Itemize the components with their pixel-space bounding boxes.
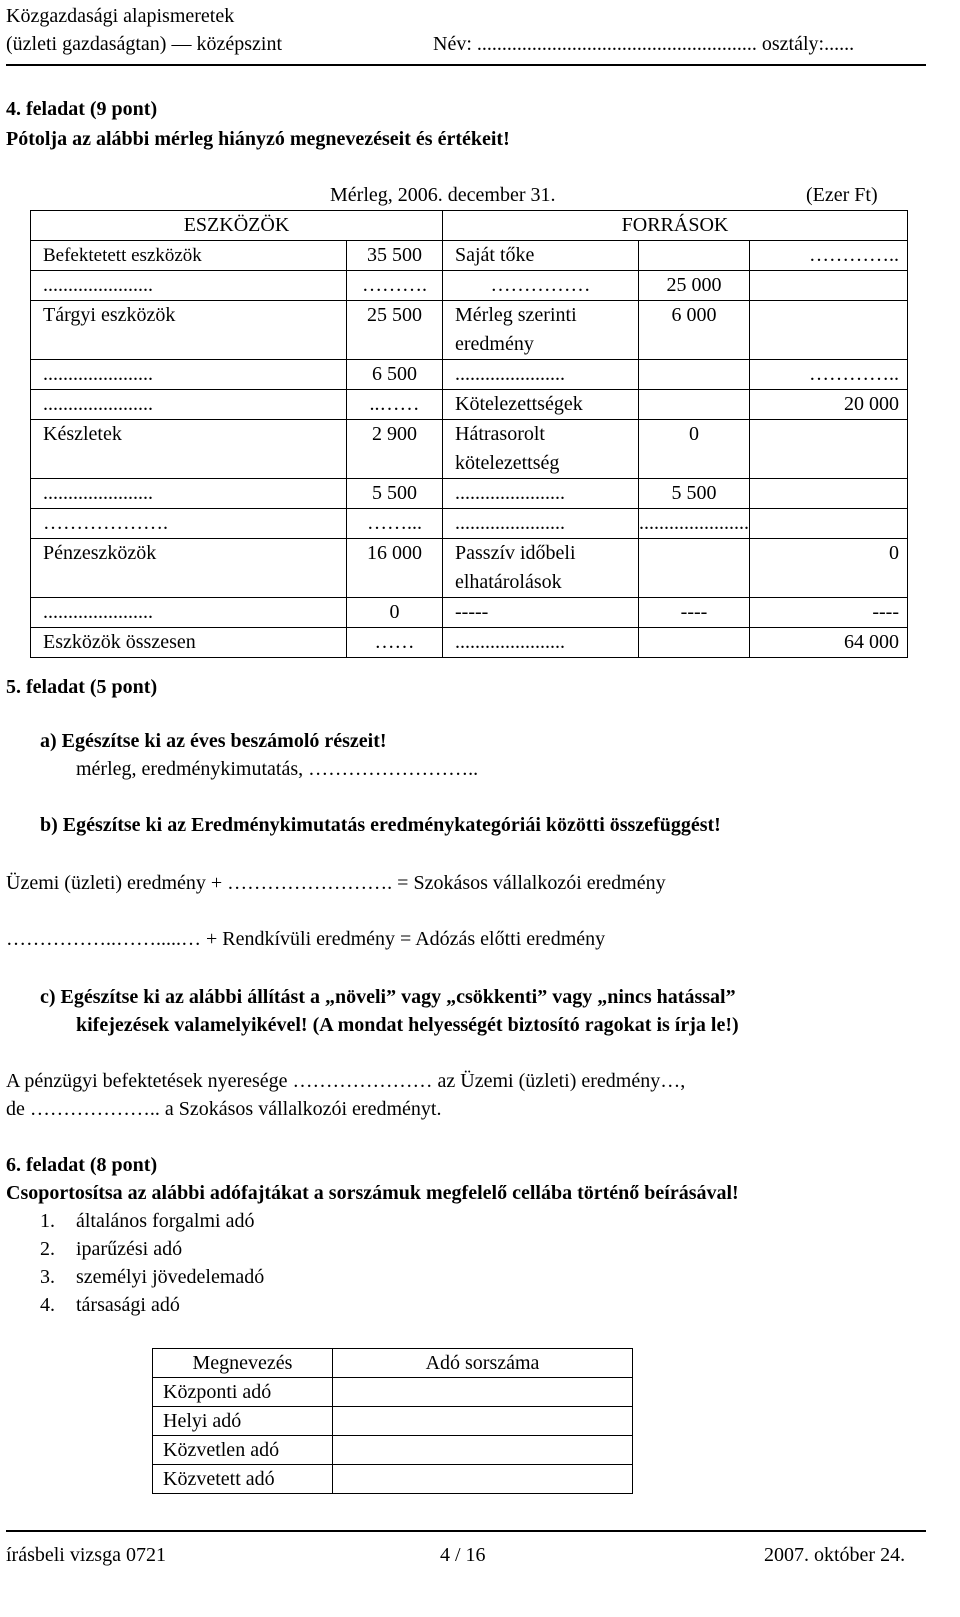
footer-rule xyxy=(6,1530,926,1532)
asset-name: ...................... xyxy=(31,390,347,420)
asset-name: Befektetett eszközök xyxy=(31,241,347,271)
balance-caption: Mérleg, 2006. december 31. xyxy=(330,184,556,206)
tax-item-text: társasági adó xyxy=(76,1294,180,1316)
sources-header: FORRÁSOK xyxy=(443,211,908,241)
footer-exam-code: írásbeli vizsga 0721 xyxy=(6,1544,166,1566)
header-title: Közgazdasági alapismeretek xyxy=(6,5,235,27)
source-total xyxy=(750,420,908,479)
source-value: 0 xyxy=(639,420,750,479)
task5c-label-2: kifejezések valamelyikével! (A mondat helyességét biztosító ragokat is írja le!) xyxy=(76,1014,739,1036)
source-value: ---- xyxy=(639,598,750,628)
task5-heading: 5. feladat (5 pont) xyxy=(6,676,158,698)
asset-name: ...................... xyxy=(31,271,347,301)
asset-value: ……... xyxy=(347,509,443,539)
task5b-line2: ……………..…….....… + Rendkívüli eredmény = Adózás előtti eredmény xyxy=(6,928,606,950)
tax-table-header-number: Adó sorszáma xyxy=(333,1349,633,1378)
source-value xyxy=(639,390,750,420)
asset-name: Tárgyi eszközök xyxy=(31,301,347,360)
source-name: …………… xyxy=(443,271,639,301)
source-total xyxy=(750,509,908,539)
asset-name: ...................... xyxy=(31,360,347,390)
asset-value: 0 xyxy=(347,598,443,628)
source-value: 6 000 xyxy=(639,301,750,360)
source-name: Hátrasorolt kötelezettség xyxy=(443,420,639,479)
balance-sheet-table xyxy=(30,210,908,658)
asset-name: ...................... xyxy=(31,598,347,628)
source-value: 25 000 xyxy=(639,271,750,301)
asset-value: 25 500 xyxy=(347,301,443,360)
tax-table-header-name: Megnevezés xyxy=(153,1349,333,1378)
tax-number-cell[interactable] xyxy=(333,1436,633,1465)
tax-item-number: 1. xyxy=(40,1210,55,1232)
source-name: Saját tőke xyxy=(443,241,639,271)
task5c-line1: A pénzügyi befektetések nyeresége ………………… az Üzemi (üzleti) eredmény…, xyxy=(6,1070,686,1092)
tax-item-number: 4. xyxy=(40,1294,55,1316)
tax-item-number: 2. xyxy=(40,1238,55,1260)
source-name: ...................... xyxy=(443,628,639,658)
source-name: ...................... xyxy=(443,509,639,539)
task5b-label: b) Egészítse ki az Eredménykimutatás eredménykategóriái közötti összefüggést! xyxy=(40,814,721,836)
source-total xyxy=(750,301,908,360)
task5b-line1: Üzemi (üzleti) eredmény + ……………………. = Szokásos vállalkozói eredmény xyxy=(6,872,666,894)
tax-number-cell[interactable] xyxy=(333,1465,633,1494)
asset-value: 35 500 xyxy=(347,241,443,271)
source-total: ---- xyxy=(750,598,908,628)
tax-category: Központi adó xyxy=(153,1378,333,1407)
asset-name: ………………. xyxy=(31,509,347,539)
tax-item-text: személyi jövedelemadó xyxy=(76,1266,265,1288)
tax-category: Közvetlen adó xyxy=(153,1436,333,1465)
asset-value: ..…… xyxy=(347,390,443,420)
task6-instruction: Csoportosítsa az alábbi adófajtákat a sorszámuk megfelelő cellába történő beírásával! xyxy=(6,1182,739,1204)
asset-value: …… xyxy=(347,628,443,658)
source-total: 20 000 xyxy=(750,390,908,420)
tax-item-text: általános forgalmi adó xyxy=(76,1210,255,1232)
source-name: Passzív időbeli elhatárolások xyxy=(443,539,639,598)
asset-value: 2 900 xyxy=(347,420,443,479)
assets-header: ESZKÖZÖK xyxy=(31,211,443,241)
task5a-answer: mérleg, eredménykimutatás, …………………….. xyxy=(76,758,479,780)
header-subtitle: (üzleti gazdaságtan) — középszint xyxy=(6,33,282,55)
task6-heading: 6. feladat (8 pont) xyxy=(6,1154,158,1176)
source-value xyxy=(639,360,750,390)
asset-value: 16 000 xyxy=(347,539,443,598)
asset-name: Eszközök összesen xyxy=(31,628,347,658)
source-total: ………….. xyxy=(750,360,908,390)
source-name: ...................... xyxy=(443,479,639,509)
asset-value: ………. xyxy=(347,271,443,301)
source-name: ...................... xyxy=(443,360,639,390)
asset-name: Pénzeszközök xyxy=(31,539,347,598)
asset-name: Készletek xyxy=(31,420,347,479)
task5c-label-1: c) Egészítse ki az alábbi állítást a „növeli” vagy „csökkenti” vagy „nincs hatással” xyxy=(40,986,736,1008)
tax-item-number: 3. xyxy=(40,1266,55,1288)
source-name: Kötelezettségek xyxy=(443,390,639,420)
tax-item-text: iparűzési adó xyxy=(76,1238,183,1260)
source-total xyxy=(750,479,908,509)
task5a-label: a) Egészítse ki az éves beszámoló részeit! xyxy=(40,730,387,752)
source-value xyxy=(639,539,750,598)
source-total: ………….. xyxy=(750,241,908,271)
tax-number-cell[interactable] xyxy=(333,1378,633,1407)
source-total xyxy=(750,271,908,301)
source-total: 64 000 xyxy=(750,628,908,658)
balance-unit: (Ezer Ft) xyxy=(806,184,878,206)
task4-instruction: Pótolja az alábbi mérleg hiányzó megnevezéseit és értékeit! xyxy=(6,128,510,150)
source-value xyxy=(639,628,750,658)
source-value: ...................... xyxy=(639,509,750,539)
source-name: Mérleg szerinti eredmény xyxy=(443,301,639,360)
source-value xyxy=(639,241,750,271)
tax-category: Helyi adó xyxy=(153,1407,333,1436)
task5c-line2: de ……………….. a Szokásos vállalkozói eredményt. xyxy=(6,1098,442,1120)
footer-page-number: 4 / 16 xyxy=(440,1544,486,1566)
footer-date: 2007. október 24. xyxy=(764,1544,906,1566)
tax-number-cell[interactable] xyxy=(333,1407,633,1436)
source-value: 5 500 xyxy=(639,479,750,509)
name-field-label: Név: ........................................................ osztály:...... xyxy=(433,33,855,55)
header-rule xyxy=(6,64,926,66)
tax-grouping-table xyxy=(152,1348,633,1494)
source-total: 0 xyxy=(750,539,908,598)
task4-heading: 4. feladat (9 pont) xyxy=(6,98,158,120)
asset-name: ...................... xyxy=(31,479,347,509)
source-name: ----- xyxy=(443,598,639,628)
asset-value: 6 500 xyxy=(347,360,443,390)
tax-category: Közvetett adó xyxy=(153,1465,333,1494)
asset-value: 5 500 xyxy=(347,479,443,509)
